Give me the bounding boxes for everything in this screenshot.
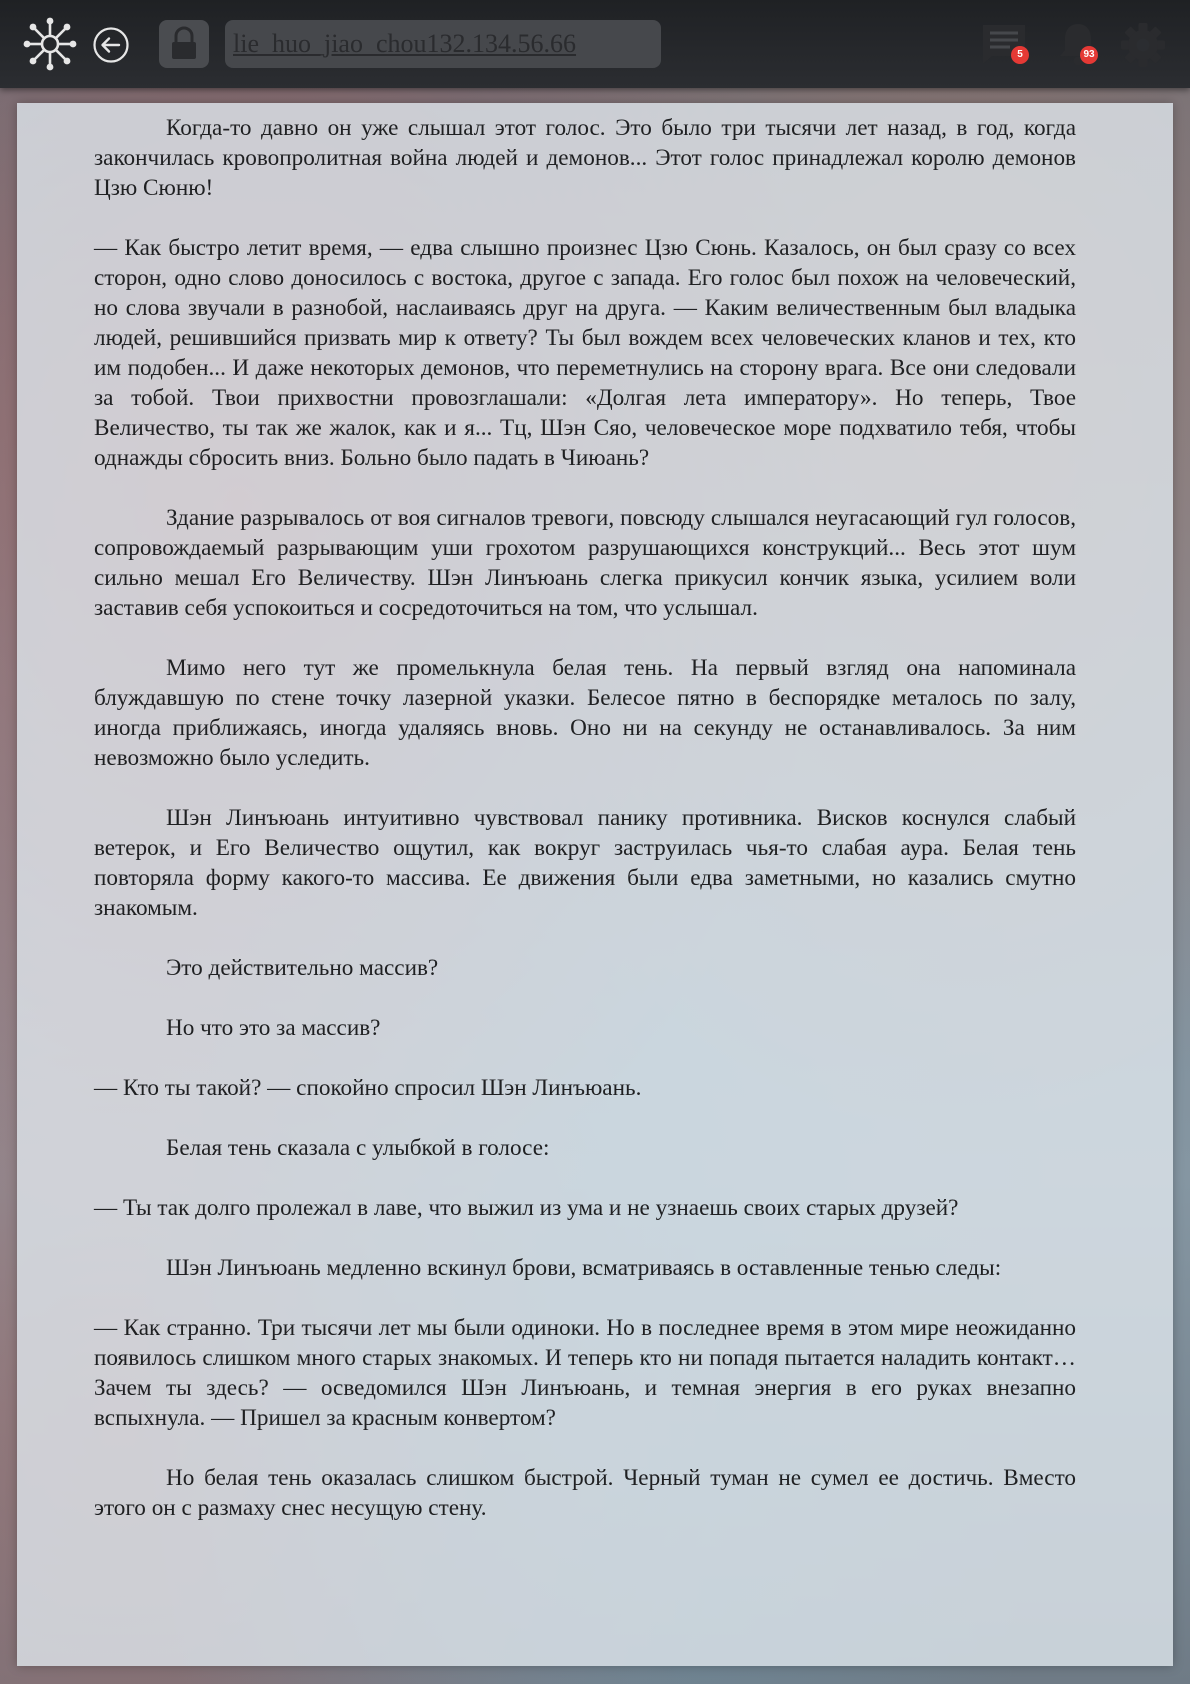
- paragraph: Здание разрывалось от воя сигналов тревоги, повсюду слышался неугасающий гул голосов, сопровождаемый разрывающим уши грохотом разрушающихся конструкций... Весь этот шум сильно мешал Его Величеству. Шэн Линъюань слегка прикусил кончик языка, усилием воли заставив себя успокоиться и сосредоточиться на том, что услышал.: [94, 505, 1076, 621]
- paragraph: Но что это за массив?: [166, 1015, 381, 1041]
- gear-icon: [1120, 22, 1166, 68]
- chapter-text: [94, 113, 1076, 1553]
- paragraph: — Как быстро летит время, — едва слышно произнес Цзю Сюнь. Казалось, он был сразу со всех сторон, одно слово доносилось с востока, другое с запада. Его голос был похож на человеческий, но слова звучали в разнобой, наслаиваясь друг на друга. — Каким величественным был владыка людей, решившийся призвать мир к ответу? Ты был вождем всех человеческих кланов и тех, кто им подобен... И даже некоторых демонов, что переметнулись на сторону врага. Все они следовали за тобой. Твои прихвостни провозглашали: «Долгая лета императору». Но теперь, Твое Величество, ты так же жалок, как и я... Тц, Шэн Сяо, человеческое море подхватило тебя, чтобы однажды сбросить вниз. Больно было падать в Чиюань?: [94, 235, 1076, 471]
- paragraph: Мимо него тут же промелькнула белая тень. На первый взгляд она напоминала блуждавшую по стене точку лазерной указки. Белесое пятно в беспорядке металось по залу, иногда приближаясь, иногда удаляясь вновь. Оно ни на секунду не останавливалось. За ним невозможно было уследить.: [94, 655, 1076, 771]
- paragraph: Но белая тень оказалась слишком быстрой. Черный туман не сумел ее достичь. Вместо этого он с размаху снес несущую стену.: [94, 1465, 1076, 1521]
- paragraph: — Кто ты такой? — спокойно спросил Шэн Линъюань.: [94, 1075, 642, 1101]
- settings-button[interactable]: [1120, 22, 1166, 68]
- padlock-icon: [159, 20, 209, 68]
- paragraph: Шэн Линъюань интуитивно чувствовал панику противника. Висков коснулся слабый ветерок, и Его Величество ощутил, как вокруг заструилась чья-то слабая аура. Белая тень повторяла форму какого-то массива. Ее движения были едва заметными, но казались смутно знакомым.: [94, 805, 1076, 921]
- address-input[interactable]: [225, 20, 661, 68]
- lock-button[interactable]: [159, 20, 209, 68]
- paragraph: — Как странно. Три тысячи лет мы были одиноки. Но в последнее время в этом мире неожиданно появилось слишком много старых знакомых. И теперь кто ни попадя пытается наладить контакт… Зачем ты здесь? — осведомился Шэн Линъюань, и темная энергия в его руках внезапно вспыхнула. — Пришел за красным конвертом?: [94, 1315, 1076, 1431]
- paragraph: Шэн Линъюань медленно вскинул брови, всматриваясь в оставленные тенью следы:: [166, 1255, 1002, 1281]
- paragraph: Белая тень сказала с улыбкой в голосе:: [166, 1135, 550, 1161]
- hub-network-icon[interactable]: [22, 16, 78, 72]
- notifications-badge: 93: [1080, 46, 1098, 64]
- paragraph: — Ты так долго пролежал в лаве, что выжил из ума и не узнаешь своих старых друзей?: [94, 1195, 959, 1221]
- messages-badge: 5: [1011, 46, 1029, 64]
- paragraph: Это действительно массив?: [166, 955, 439, 981]
- top-toolbar: [0, 0, 1190, 88]
- arrow-left-circle-icon[interactable]: [92, 26, 130, 64]
- paragraph: Когда-то давно он уже слышал этот голос. Это было три тысячи лет назад, в год, когда закончилась кровопролитная война людей и демонов... Этот голос принадлежал королю демонов Цзю Сюню!: [94, 115, 1076, 201]
- reader-panel: [17, 103, 1173, 1666]
